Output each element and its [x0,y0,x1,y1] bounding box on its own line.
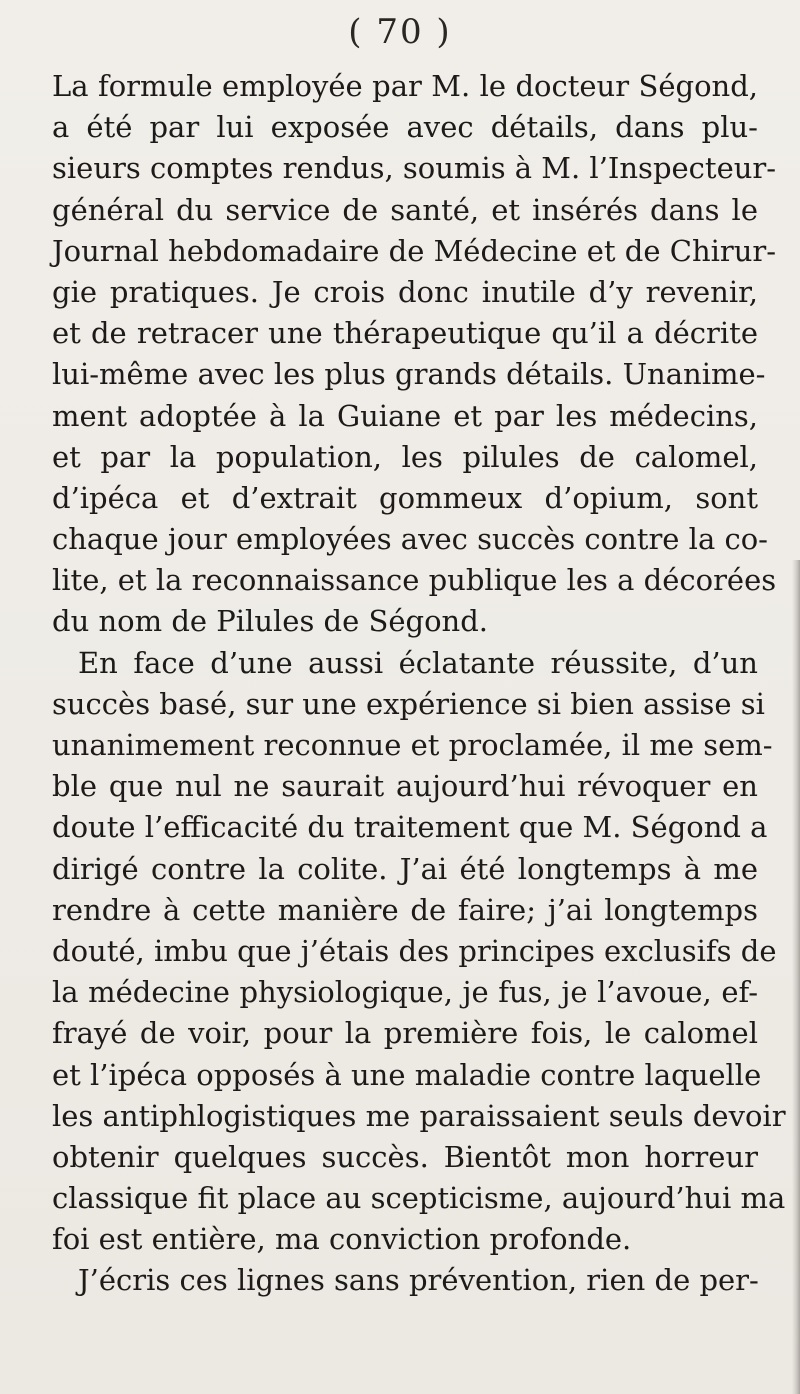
text-line [52,190,758,231]
text-segment: lite, et la reconnaissance publique les a décorées [52,563,777,598]
text-segment: général du service de santé, et insérés dans le [52,192,758,227]
text-line [52,1055,762,1096]
text-line [52,1178,786,1219]
text-line [52,849,758,890]
text-line [52,354,766,395]
italic-text-segment: Journal hebdomadaire de Médecine et de Chirur- [52,233,777,268]
text-segment: chaque jour employées avec succès contre la co- [52,522,768,557]
text-line [52,396,758,437]
text-line [52,1013,758,1054]
text-segment: obtenir quelques succès. Bientôt mon horreur [52,1139,758,1174]
text-segment: dirigé contre la colite. J’ai été longtemps à me [52,851,758,886]
text-segment: ble que nul ne saurait aujourd’hui révoquer en [52,769,758,804]
text-segment: du nom de [52,604,217,639]
text-segment: lui-même avec les plus grands détails. Unanime- [52,357,766,392]
text-segment: douté, imbu que j’étais des principes exclusifs de [52,933,777,968]
text-segment: d’ipéca et d’extrait gommeux d’opium, sont [52,480,758,515]
text-line [52,560,777,601]
text-segment: . [478,604,488,639]
text-segment: les antiphlogistiques me paraissaient seuls devoir [52,1098,786,1133]
page-edge-shadow [792,560,800,1394]
text-segment: et l’ipéca opposés à une maladie contre laquelle [52,1057,762,1092]
text-segment: rendre à cette manière de faire; j’ai longtemps [52,892,758,927]
text-line [52,766,758,807]
text-line [52,1137,758,1178]
text-line [52,1219,758,1260]
body-text [52,66,786,1302]
text-segment: classique fit place au scepticisme, aujourd’hui ma [52,1181,786,1216]
text-line [52,437,758,478]
text-segment: succès basé, sur une expérience si bien assise si [52,686,765,721]
text-segment: . Je crois donc inutile d’y revenir, [249,274,758,309]
text-line [52,972,758,1013]
text-line [52,807,768,848]
text-line [52,1260,758,1301]
text-line [52,313,758,354]
text-line [52,66,758,107]
text-line [52,519,768,560]
text-line [52,931,777,972]
text-segment: J’écris ces lignes sans prévention, rien de per- [78,1263,759,1298]
text-segment: La formule employée par M. le docteur Ségond, [52,69,758,103]
text-segment: foi est entière, ma conviction profonde. [52,1222,632,1257]
page-number: ( 70 ) [348,12,452,52]
text-line [52,601,758,642]
text-segment: et par la population, les pilules de calomel, [52,439,758,474]
text-segment: sieurs comptes rendus, soumis à M. l’Inspecteur- [52,151,777,186]
text-segment: doute l’efficacité du traitement que M. Ségond a [52,810,768,845]
text-segment: En face d’une aussi éclatante réussite, d’un [78,645,758,680]
text-line [52,1096,786,1137]
italic-text-segment: gie pratiques [52,274,250,309]
text-segment: la médecine physiologique, je fus, je l’avoue, ef- [52,975,758,1010]
text-line [52,684,765,725]
text-segment: frayé de voir, pour la première fois, le calomel [52,1016,758,1051]
text-line [52,890,758,931]
text-segment: unanimement reconnue et proclamée, il me sem- [52,728,773,762]
text-segment: ment adoptée à la Guiane et par les médecins, [52,398,758,433]
text-segment: a été par lui exposée avec détails, dans plu- [52,110,758,145]
text-line [52,725,773,766]
text-line [52,478,758,519]
text-line [52,148,777,189]
italic-text-segment: Pilules de Ségond [216,604,479,639]
text-line [52,272,758,313]
text-segment: et de retracer une thérapeutique qu’il a décrite [52,316,758,351]
text-line [52,107,758,148]
text-line [52,643,758,684]
text-line [52,231,777,272]
